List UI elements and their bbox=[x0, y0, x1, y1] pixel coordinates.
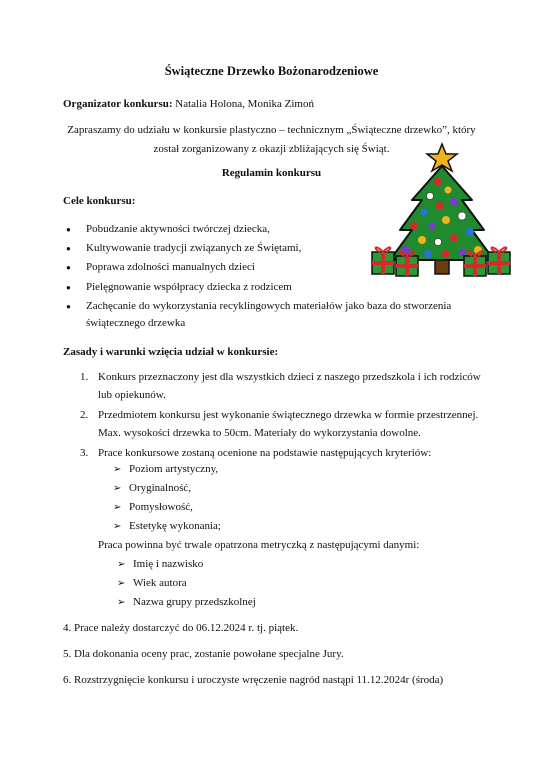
organizer-label: Organizator konkursu: bbox=[63, 98, 173, 110]
goal-item: ● Pobudzanie aktywności twórczej dziecka, bbox=[86, 221, 270, 238]
criteria-item: ➢ Poziom artystyczny, bbox=[129, 463, 218, 475]
label-item: ➢ Imię i nazwisko bbox=[133, 558, 203, 570]
criteria-item: ➢ Pomysłowość, bbox=[129, 501, 193, 513]
organizer-line bbox=[63, 98, 314, 110]
label-item: ➢ Wiek autora bbox=[133, 577, 187, 589]
rule-item bbox=[80, 406, 479, 442]
goal-item-continuation: świątecznego drzewka bbox=[86, 317, 186, 329]
intro-line: Zapraszamy do udziału w konkursie plastyczno – technicznym „Świąteczne drzewko”, który bbox=[67, 124, 476, 136]
label-intro: Praca powinna być trwale opatrzona metryczką z następującymi danymi: bbox=[98, 539, 420, 551]
rule-line: lub opiekunów. bbox=[98, 389, 166, 401]
rule-line: Konkurs przeznaczony jest dla wszystkich dzieci z naszego przedszkola i ich rodziców bbox=[98, 371, 481, 383]
rule-line: Przedmiotem konkursu jest wykonanie świątecznego drzewka w formie przestrzennej. bbox=[98, 409, 479, 421]
page-title: Świąteczne Drzewko Bożonarodzeniowe bbox=[164, 64, 379, 78]
goals-heading: Cele konkursu: bbox=[63, 195, 136, 207]
rule-number: 2. bbox=[80, 409, 89, 421]
rule-line: Prace konkursowe zostaną ocenione na podstawie następujących kryteriów: bbox=[98, 447, 432, 459]
christmas-tree-illustration bbox=[366, 142, 516, 292]
rules-heading: Zasady i warunki wzięcia udział w konkursie: bbox=[63, 346, 279, 358]
criteria-item: ➢ Estetykę wykonania; bbox=[129, 520, 221, 532]
gift-icon bbox=[372, 247, 394, 274]
regulations-heading: Regulamin konkursu bbox=[221, 167, 322, 179]
rule-line: Max. wysokości drzewka to 50cm. Materiały do wykorzystania dowolne. bbox=[98, 427, 421, 439]
goal-item: ● Pielęgnowanie współpracy dziecka z rodzicem bbox=[86, 279, 292, 296]
intro-line: został zorganizowany z okazji zbliżających się Świąt. bbox=[153, 143, 390, 155]
goal-item: ● Poprawa zdolności manualnych dzieci bbox=[86, 259, 255, 276]
label-item: ➢ Nazwa grupy przedszkolnej bbox=[133, 596, 256, 608]
goal-item: ● Zachęcanie do wykorzystania recyklingowych materiałów jako baza do stworzenia bbox=[86, 298, 451, 315]
criteria-item: ➢ Oryginalność, bbox=[129, 482, 191, 494]
gift-icon bbox=[488, 247, 510, 274]
organizer-names: Natalia Holona, Monika Zimoń bbox=[172, 98, 314, 110]
goal-item: ● Kultywowanie tradycji związanych ze Świętami, bbox=[86, 240, 301, 257]
deadline-paragraph: 4. Prace należy dostarczyć do 06.12.2024 r. tj. piątek. bbox=[63, 622, 299, 634]
rule-item bbox=[80, 444, 432, 462]
rule-number: 1. bbox=[80, 371, 89, 383]
jury-paragraph: 5. Dla dokonania oceny prac, zostanie powołane specjalne Jury. bbox=[63, 648, 344, 660]
results-paragraph: 6. Rozstrzygnięcie konkursu i uroczyste wręczenie nagród nastąpi 11.12.2024r (środa) bbox=[63, 674, 444, 686]
rule-number: 3. bbox=[80, 447, 89, 459]
rule-item bbox=[80, 368, 481, 404]
